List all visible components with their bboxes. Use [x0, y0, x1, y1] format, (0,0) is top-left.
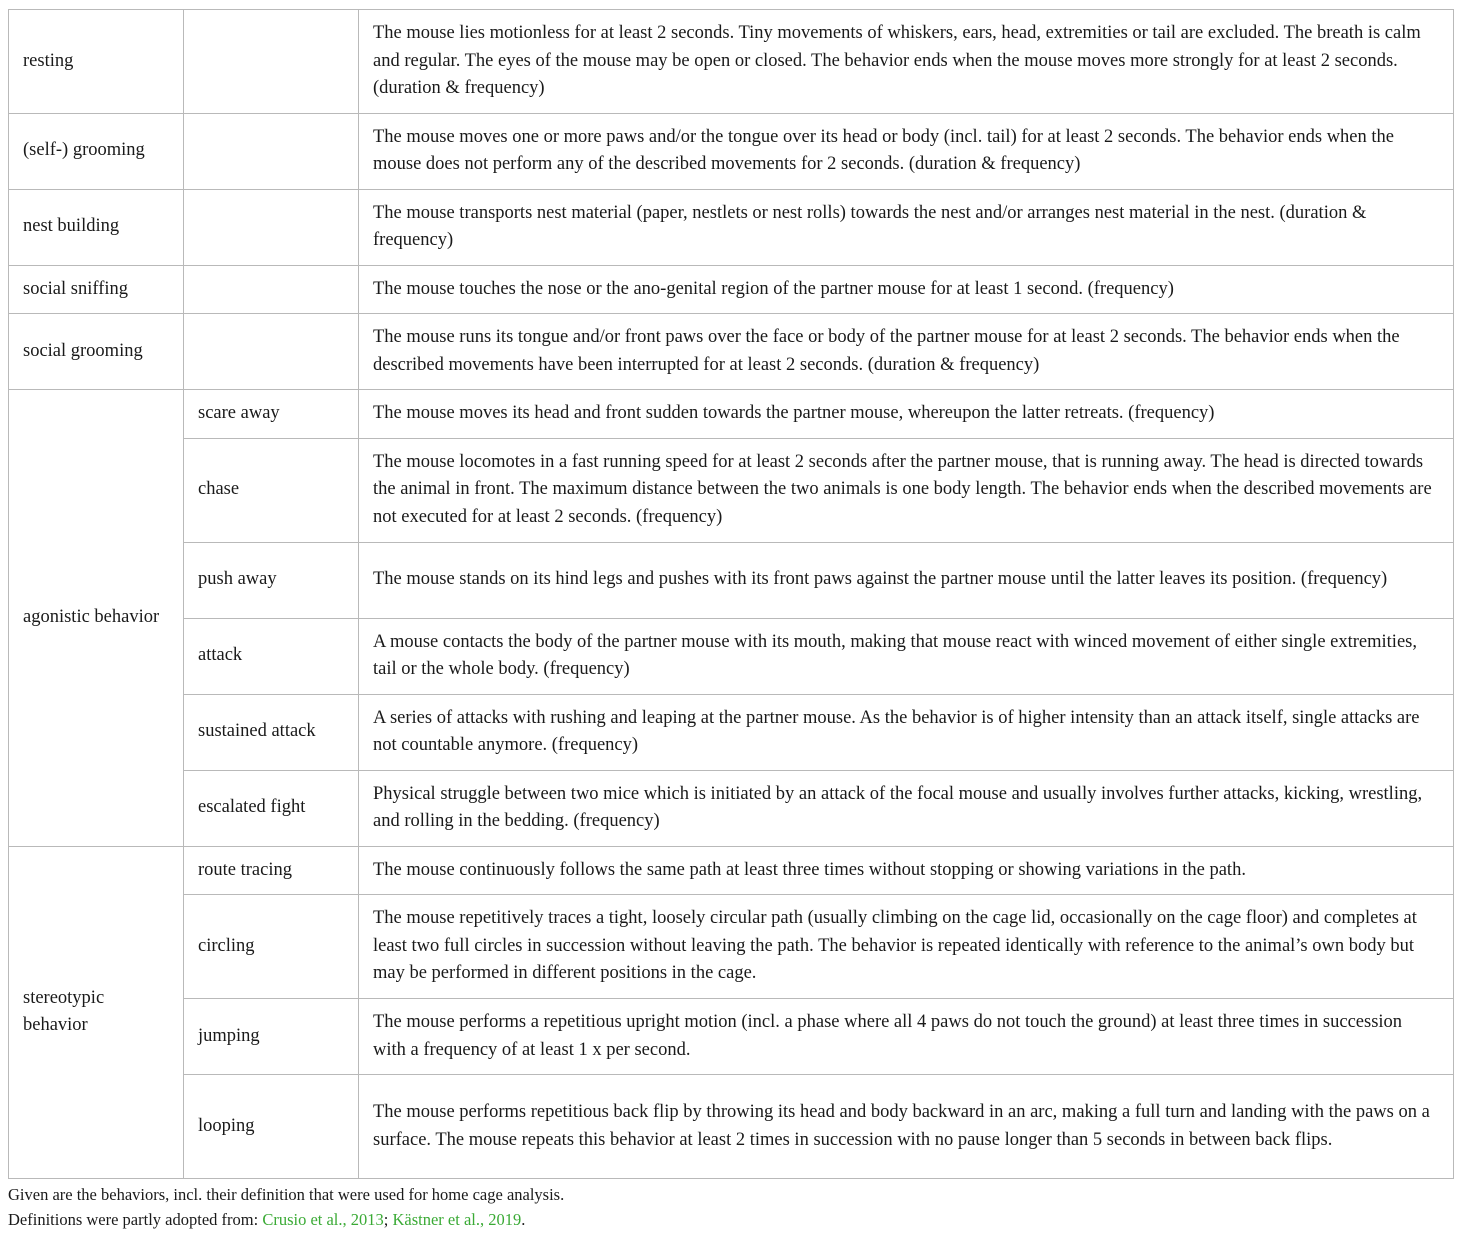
table-row: [9, 1075, 1454, 1179]
footnote-line-2: [8, 1208, 1448, 1233]
behavior-subcategory: [184, 265, 359, 314]
table-row: [9, 846, 1454, 895]
behavior-definition: The mouse moves its head and front sudden towards the partner mouse, whereupon the latter retreats. (frequency): [359, 390, 1454, 439]
table-row: [9, 999, 1454, 1075]
behavior-subcategory: [184, 113, 359, 189]
table-row: [9, 10, 1454, 114]
behavior-subcategory: circling: [184, 895, 359, 999]
table-row: [9, 770, 1454, 846]
table-row: [9, 618, 1454, 694]
behavior-definition: The mouse moves one or more paws and/or the tongue over its head or body (incl. tail) for at least 2 seconds. The behavior ends when the mouse does not perform any of the described movements for 2 seconds. (duration & frequency): [359, 113, 1454, 189]
behavior-subcategory: escalated fight: [184, 770, 359, 846]
table-row: [9, 694, 1454, 770]
behavior-definition: The mouse transports nest material (paper, nestlets or nest rolls) towards the nest and/or arranges nest material in the nest. (duration & frequency): [359, 189, 1454, 265]
table-row: [9, 265, 1454, 314]
behavior-table-container: [8, 9, 1453, 1179]
table-row: [9, 314, 1454, 390]
behavior-category: social sniffing: [9, 265, 184, 314]
behavior-definition: The mouse runs its tongue and/or front paws over the face or body of the partner mouse for at least 2 seconds. The behavior ends when the described movements have been interrupted for at least 2 seconds. (duration & frequency): [359, 314, 1454, 390]
behavior-subcategory: [184, 314, 359, 390]
behavior-table: [8, 9, 1454, 1179]
footnote-suffix: .: [521, 1209, 526, 1229]
behavior-subcategory: push away: [184, 542, 359, 618]
behavior-category: social grooming: [9, 314, 184, 390]
behavior-definition: Physical struggle between two mice which is initiated by an attack of the focal mouse and usually involves further attacks, kicking, wrestling, and rolling in the bedding. (frequency): [359, 770, 1454, 846]
table-footnote: [8, 1183, 1448, 1232]
behavior-subcategory: jumping: [184, 999, 359, 1075]
footnote-prefix: Definitions were partly adopted from:: [8, 1209, 263, 1229]
behavior-definition: A series of attacks with rushing and leaping at the partner mouse. As the behavior is of higher intensity than an attack itself, single attacks are not countable anymore. (frequency): [359, 694, 1454, 770]
table-row: [9, 895, 1454, 999]
behavior-subcategory: [184, 189, 359, 265]
table-row: [9, 438, 1454, 542]
behavior-subcategory: looping: [184, 1075, 359, 1179]
footnote-line-1: Given are the behaviors, incl. their definition that were used for home cage analysis.: [8, 1185, 565, 1204]
reference-link-crusio[interactable]: Crusio et al., 2013: [262, 1209, 384, 1229]
behavior-subcategory: scare away: [184, 390, 359, 439]
behavior-category: nest building: [9, 189, 184, 265]
behavior-subcategory: route tracing: [184, 846, 359, 895]
behavior-group-category: agonistic behavior: [9, 390, 184, 847]
behavior-definition: The mouse stands on its hind legs and pushes with its front paws against the partner mouse until the latter leaves its position. (frequency): [359, 542, 1454, 618]
table-row: [9, 189, 1454, 265]
reference-link-kastner[interactable]: Kästner et al., 2019: [392, 1209, 522, 1229]
behavior-definition: The mouse performs repetitious back flip by throwing its head and body backward in an arc, making a full turn and landing with the paws on a surface. The mouse repeats this behavior at least 2 times in succession with no pause longer than 5 seconds in between back flips.: [359, 1075, 1454, 1179]
behavior-subcategory: attack: [184, 618, 359, 694]
behavior-definition: The mouse performs a repetitious upright motion (incl. a phase where all 4 paws do not touch the ground) at least three times in succession with a frequency of at least 1 x per second.: [359, 999, 1454, 1075]
reference-separator: ;: [383, 1209, 393, 1229]
table-row: [9, 542, 1454, 618]
behavior-definition: The mouse lies motionless for at least 2 seconds. Tiny movements of whiskers, ears, head, extremities or tail are excluded. The breath is calm and regular. The eyes of the mouse may be open or closed. The behavior ends when the mouse moves more strongly for at least 2 seconds. (duration & frequency): [359, 10, 1454, 114]
behavior-definition: The mouse repetitively traces a tight, loosely circular path (usually climbing on the cage lid, occasionally on the cage floor) and completes at least two full circles in succession without leaving the path. The behavior is repeated identically with reference to the animal’s own body but may be performed in different positions in the cage.: [359, 895, 1454, 999]
table-row: [9, 113, 1454, 189]
behavior-category: (self-) grooming: [9, 113, 184, 189]
behavior-subcategory: sustained attack: [184, 694, 359, 770]
behavior-subcategory: chase: [184, 438, 359, 542]
table-row: [9, 390, 1454, 439]
behavior-category: resting: [9, 10, 184, 114]
behavior-definition: The mouse continuously follows the same path at least three times without stopping or showing variations in the path.: [359, 846, 1454, 895]
behavior-definition: A mouse contacts the body of the partner mouse with its mouth, making that mouse react with winced movement of either single extremities, tail or the whole body. (frequency): [359, 618, 1454, 694]
behavior-group-category: stereotypic behavior: [9, 846, 184, 1179]
behavior-definition: The mouse touches the nose or the ano-genital region of the partner mouse for at least 1 second. (frequency): [359, 265, 1454, 314]
behavior-subcategory: [184, 10, 359, 114]
behavior-definition: The mouse locomotes in a fast running speed for at least 2 seconds after the partner mouse, that is running away. The head is directed towards the animal in front. The maximum distance between the two animals is one body length. The behavior ends when the described movements are not executed for at least 2 seconds. (frequency): [359, 438, 1454, 542]
